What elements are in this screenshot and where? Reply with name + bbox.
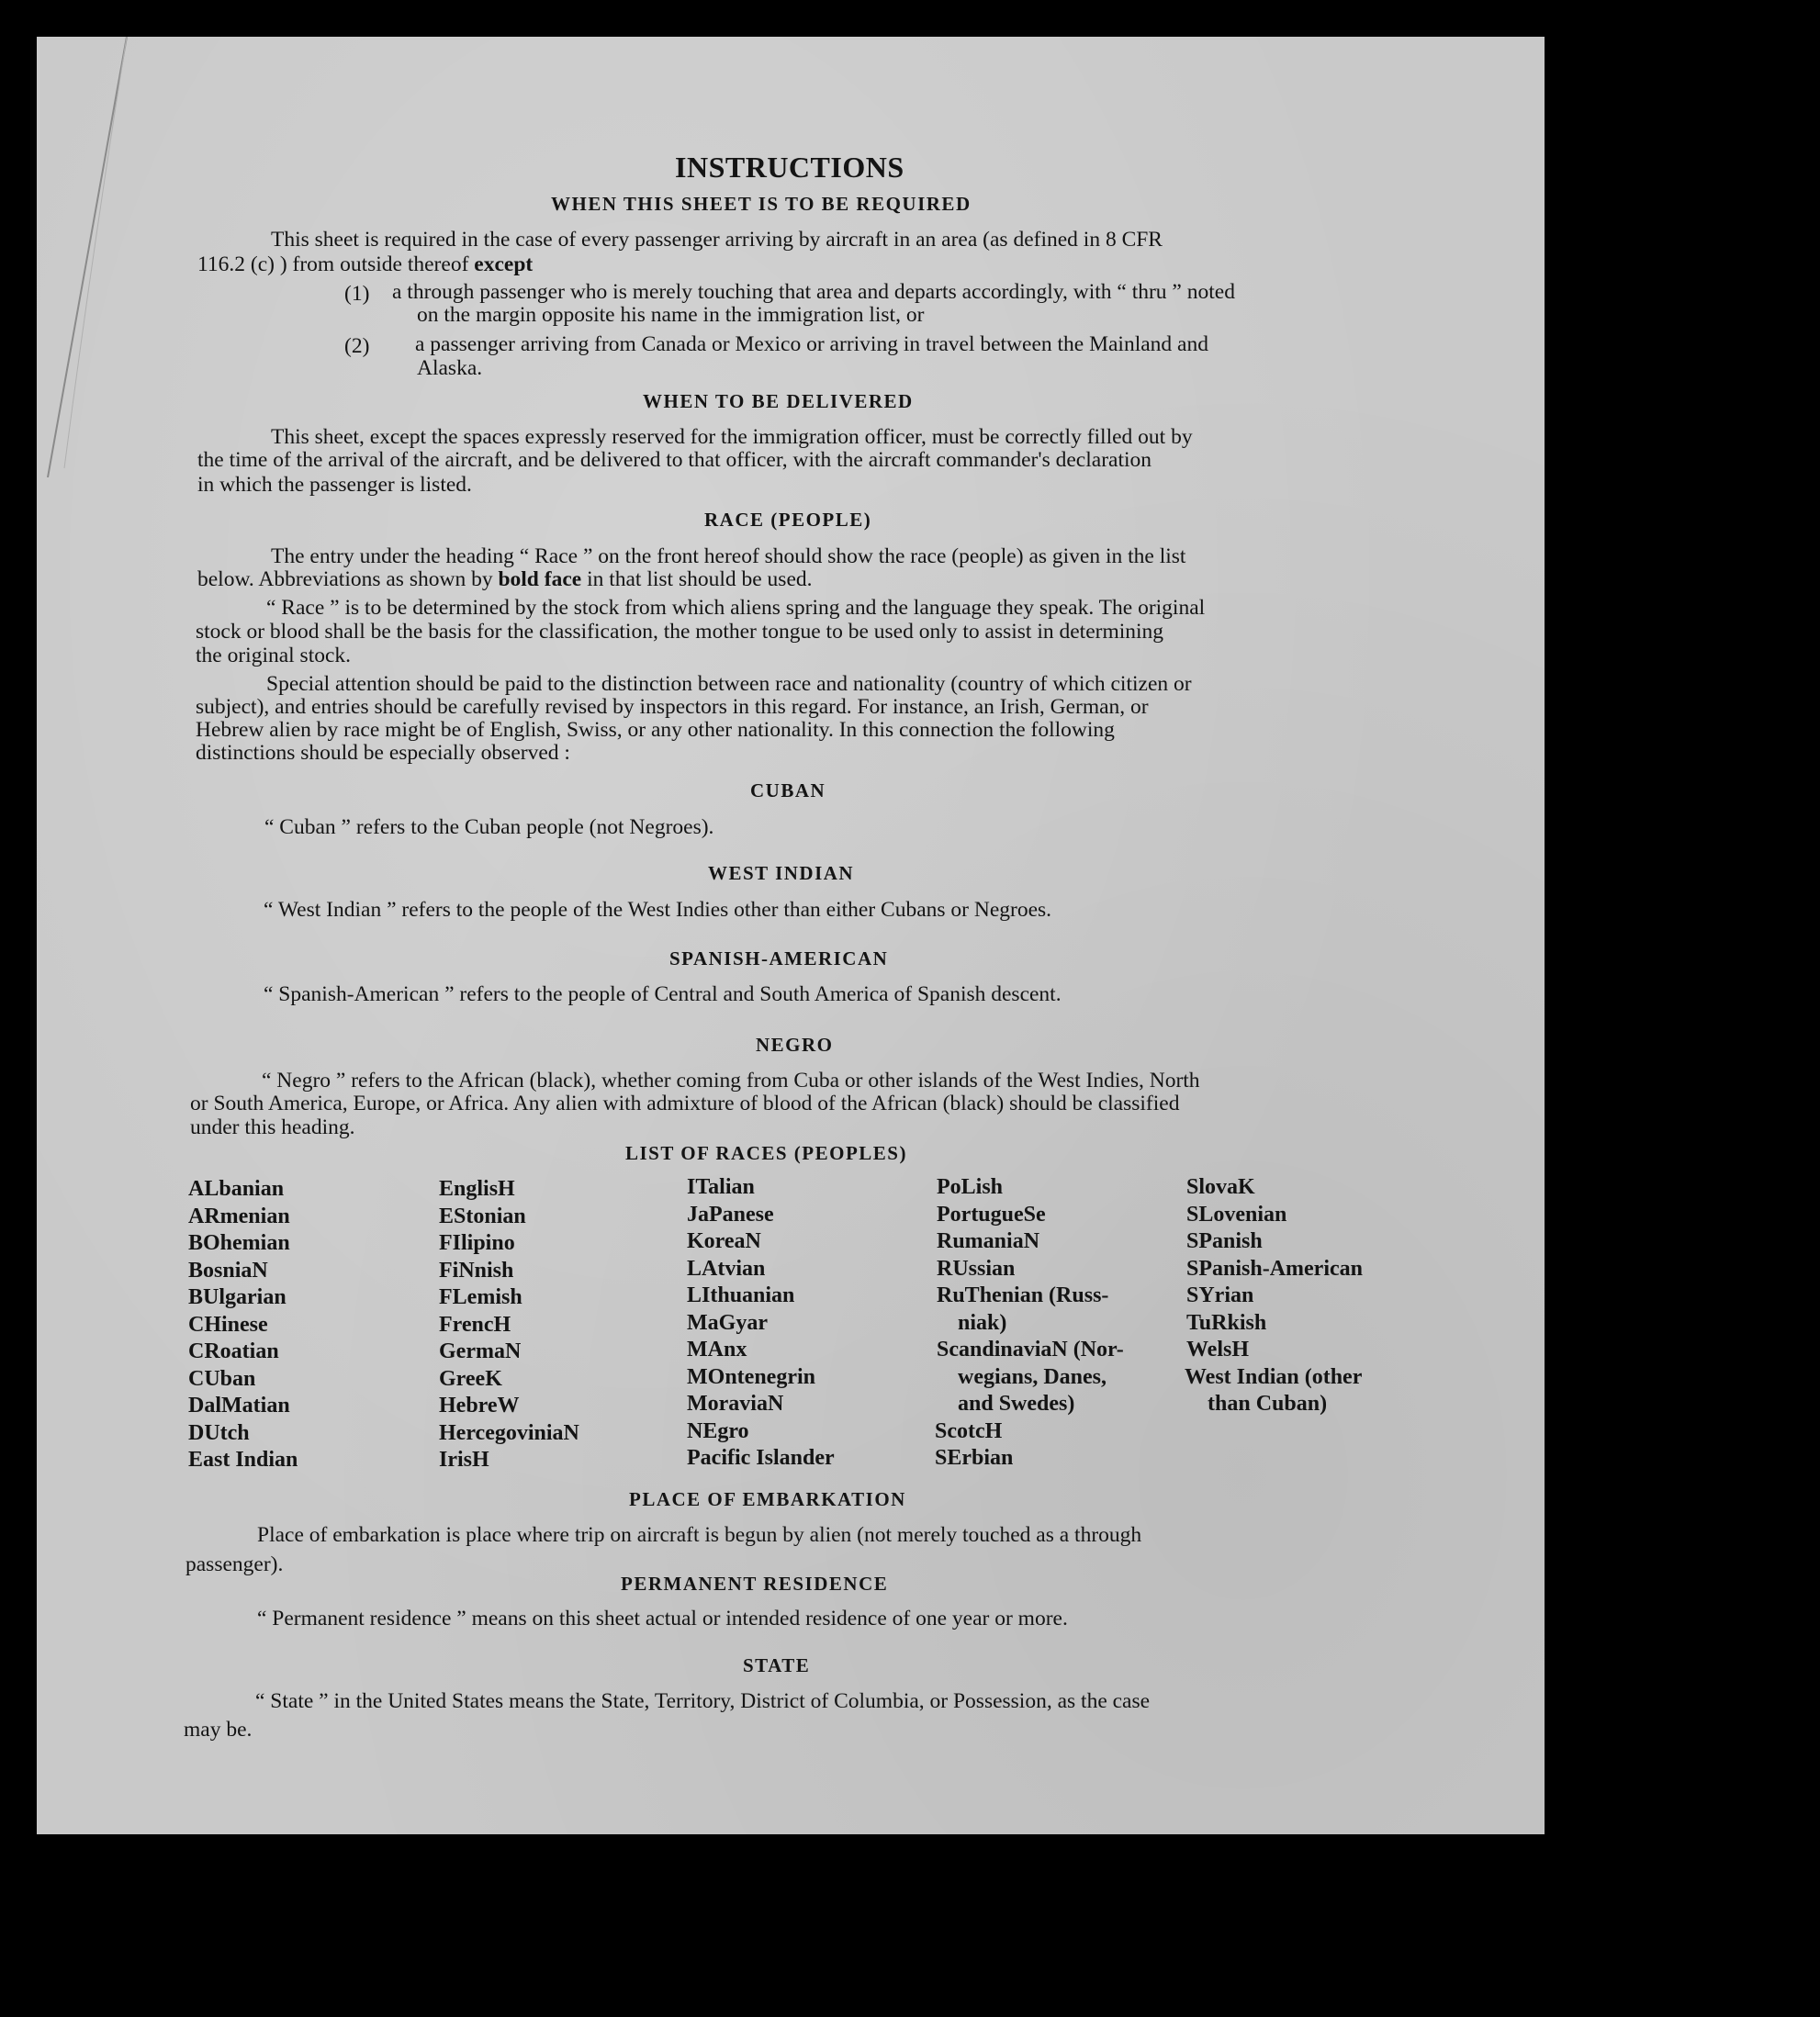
text-line: may be. bbox=[184, 1718, 253, 1742]
race-item: MoraviaN bbox=[687, 1392, 784, 1416]
text-line: under this heading. bbox=[190, 1115, 355, 1139]
race-item: ARmenian bbox=[188, 1205, 290, 1228]
race-item: than Cuban) bbox=[1208, 1392, 1328, 1416]
race-item: HercegoviniaN bbox=[439, 1421, 579, 1445]
race-item: and Swedes) bbox=[958, 1392, 1075, 1416]
race-item: HebreW bbox=[439, 1394, 520, 1418]
text-line: on the margin opposite his name in the immigration list, or bbox=[417, 303, 925, 327]
race-item: LAtvian bbox=[687, 1257, 766, 1281]
text-line: This sheet, except the spaces expressly reserved for the immigration officer, must be correctly filled out by bbox=[271, 425, 1193, 449]
race-item: FrencH bbox=[439, 1313, 511, 1337]
text-line: in which the passenger is listed. bbox=[197, 473, 472, 497]
race-item: FLemish bbox=[439, 1285, 522, 1309]
text-segment: below. Abbreviations as shown by bbox=[197, 567, 493, 591]
heading-cuban: CUBAN bbox=[750, 779, 826, 801]
text-line: a through passenger who is merely touching that area and departs accordingly, with “ thru ” noted bbox=[392, 280, 1235, 304]
text-emphasis: except bbox=[474, 252, 534, 276]
heading-permanent-residence: PERMANENT RESIDENCE bbox=[621, 1573, 889, 1595]
text-line: “ Cuban ” refers to the Cuban people (not Negroes). bbox=[264, 815, 714, 839]
race-item: GreeK bbox=[439, 1367, 502, 1391]
race-item: SErbian bbox=[935, 1446, 1014, 1470]
race-item: SLovenian bbox=[1186, 1203, 1287, 1227]
race-item: MAnx bbox=[687, 1338, 747, 1361]
text-line: or South America, Europe, or Africa. Any alien with admixture of blood of the African (black) should be classified bbox=[190, 1092, 1180, 1115]
page-crease bbox=[37, 37, 129, 477]
text-line: a passenger arriving from Canada or Mexico or arriving in travel between the Mainland and bbox=[415, 332, 1208, 356]
race-item: WelsH bbox=[1186, 1338, 1250, 1361]
text-emphasis: bold face bbox=[498, 567, 582, 591]
race-item: SYrian bbox=[1186, 1283, 1254, 1307]
heading-list-of-races: LIST OF RACES (PEOPLES) bbox=[625, 1142, 907, 1164]
race-item: SPanish-American bbox=[1186, 1257, 1363, 1281]
heading-spanish-american: SPANISH-AMERICAN bbox=[669, 947, 889, 969]
text-line: “ State ” in the United States means the State, Territory, District of Columbia, or Possession, as the case bbox=[255, 1689, 1151, 1713]
text-segment: in that list should be used. bbox=[587, 567, 813, 591]
heading-negro: NEGRO bbox=[756, 1034, 834, 1056]
text-line bbox=[197, 254, 533, 276]
race-item: FIlipino bbox=[439, 1231, 515, 1255]
race-item: FiNnish bbox=[439, 1259, 514, 1283]
race-item: East Indian bbox=[188, 1448, 298, 1472]
text-line: “ Race ” is to be determined by the stock from which aliens spring and the language they speak. The original bbox=[266, 596, 1206, 620]
text-line: “ Permanent residence ” means on this sheet actual or intended residence of one year or more. bbox=[257, 1607, 1068, 1630]
race-item: JaPanese bbox=[687, 1203, 774, 1227]
race-item: CRoatian bbox=[188, 1339, 279, 1363]
item-number: (1) bbox=[344, 282, 370, 306]
race-item: SPanish bbox=[1186, 1229, 1263, 1253]
race-item: ScandinaviaN (Nor- bbox=[937, 1338, 1124, 1361]
text-line: Special attention should be paid to the distinction between race and nationality (country of which citizen or bbox=[266, 672, 1192, 696]
race-item: wegians, Danes, bbox=[958, 1365, 1107, 1389]
text-line: the time of the arrival of the aircraft, and be delivered to that officer, with the aircraft commander's declaration bbox=[197, 448, 1152, 472]
heading-place-of-embarkation: PLACE OF EMBARKATION bbox=[629, 1488, 906, 1510]
heading-state: STATE bbox=[743, 1654, 811, 1676]
race-item: BUlgarian bbox=[188, 1285, 286, 1309]
text-line: Place of embarkation is place where trip on aircraft is begun by alien (not merely touched as a through bbox=[257, 1523, 1142, 1547]
race-item: LIthuanian bbox=[687, 1283, 795, 1307]
race-item: ScotcH bbox=[935, 1419, 1003, 1443]
text-line: the original stock. bbox=[196, 644, 352, 667]
text-line: This sheet is required in the case of every passenger arriving by aircraft in an area (as defined in 8 CFR bbox=[271, 228, 1163, 252]
text-line: Hebrew alien by race might be of English, Swiss, or any other nationality. In this connection the following bbox=[196, 718, 1115, 742]
race-item: KoreaN bbox=[687, 1229, 761, 1253]
race-item: TuRkish bbox=[1186, 1311, 1267, 1335]
text-line: “ Spanish-American ” refers to the people of Central and South America of Spanish descent. bbox=[264, 982, 1062, 1006]
heading-race: RACE (PEOPLE) bbox=[704, 509, 872, 531]
heading-west-indian: WEST INDIAN bbox=[708, 862, 855, 884]
text-line: “ Negro ” refers to the African (black), whether coming from Cuba or other islands of the West Indies, North bbox=[262, 1069, 1200, 1093]
race-item: NEgro bbox=[687, 1419, 749, 1443]
race-item: PortugueSe bbox=[937, 1203, 1046, 1227]
item-number: (2) bbox=[344, 334, 370, 358]
race-item: West Indian (other bbox=[1185, 1365, 1363, 1389]
heading-when-delivered: WHEN TO BE DELIVERED bbox=[643, 390, 914, 412]
race-item: PoLish bbox=[937, 1175, 1004, 1199]
text-line: The entry under the heading “ Race ” on the front hereof should show the race (people) as given in the list bbox=[271, 544, 1186, 568]
race-item: Pacific Islander bbox=[687, 1446, 835, 1470]
text-line: passenger). bbox=[185, 1552, 284, 1576]
text-line: distinctions should be especially observed : bbox=[196, 741, 570, 765]
race-item: RumaniaN bbox=[937, 1229, 1040, 1253]
page-title: INSTRUCTIONS bbox=[675, 151, 904, 184]
race-item: GermaN bbox=[439, 1339, 522, 1363]
heading-when-required: WHEN THIS SHEET IS TO BE REQUIRED bbox=[551, 193, 972, 215]
race-item: SlovaK bbox=[1186, 1175, 1255, 1199]
race-item: ALbanian bbox=[188, 1177, 285, 1201]
race-item: EStonian bbox=[439, 1205, 526, 1228]
race-item: BOhemian bbox=[188, 1231, 290, 1255]
race-item: DUtch bbox=[188, 1421, 250, 1445]
text-line bbox=[197, 569, 813, 591]
text-line: “ West Indian ” refers to the people of the West Indies other than either Cubans or Negroes. bbox=[264, 898, 1052, 922]
race-item: CUban bbox=[188, 1367, 256, 1391]
race-item: DalMatian bbox=[188, 1394, 290, 1418]
race-item: IrisH bbox=[439, 1448, 489, 1472]
text-line: subject), and entries should be carefully revised by inspectors in this regard. For instance, an Irish, German, or bbox=[196, 695, 1149, 719]
race-item: RUssian bbox=[937, 1257, 1016, 1281]
race-item: ITalian bbox=[687, 1175, 755, 1199]
text-segment: 116.2 (c) ) from outside thereof bbox=[197, 252, 469, 276]
race-item: BosniaN bbox=[188, 1259, 268, 1283]
text-line: stock or blood shall be the basis for the classification, the mother tongue to be used only to assist in determining bbox=[196, 620, 1164, 644]
race-item: MaGyar bbox=[687, 1311, 768, 1335]
race-item: EnglisH bbox=[439, 1177, 515, 1201]
text-line: Alaska. bbox=[417, 356, 483, 380]
race-item: CHinese bbox=[188, 1313, 268, 1337]
race-item: RuThenian (Russ- bbox=[937, 1283, 1109, 1307]
race-item: niak) bbox=[958, 1311, 1007, 1335]
race-item: MOntenegrin bbox=[687, 1365, 815, 1389]
